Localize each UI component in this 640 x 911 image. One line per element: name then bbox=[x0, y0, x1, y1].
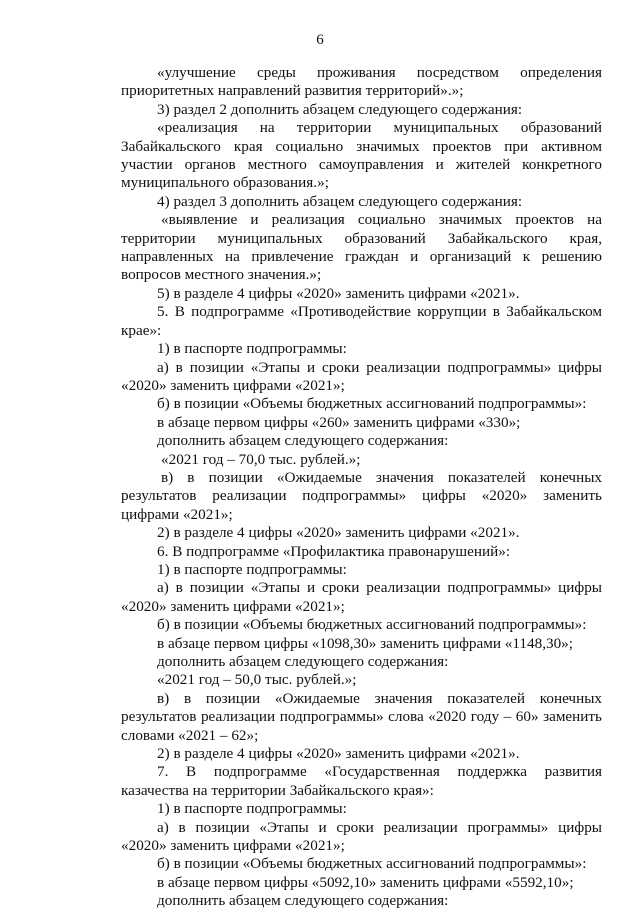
paragraph: «выявление и реализация социально значимых проектов на территории муниципальных образований Забайкальского края, направленных на привлечение граждан и организаций к решению вопросов местного значения.»; bbox=[121, 211, 602, 284]
paragraph: б) в позиции «Объемы бюджетных ассигнований подпрограммы»: bbox=[157, 855, 587, 873]
paragraph: 5. В подпрограмме «Противодействие коррупции в Забайкальском крае»: bbox=[121, 303, 602, 339]
paragraph: в абзаце первом цифры «5092,10» заменить цифрами «5592,10»; bbox=[157, 873, 574, 891]
paragraph: 1) в паспорте подпрограммы: bbox=[157, 800, 347, 818]
paragraph: «2021 год – 50,0 тыс. рублей.»; bbox=[157, 671, 357, 689]
paragraph: 6. В подпрограмме «Профилактика правонарушений»: bbox=[157, 542, 511, 560]
paragraph: 1) в паспорте подпрограммы: bbox=[157, 560, 347, 578]
paragraph: дополнить абзацем следующего содержания: bbox=[157, 892, 449, 910]
paragraph: 5) в разделе 4 цифры «2020» заменить цифрами «2021». bbox=[157, 284, 520, 302]
paragraph: в) в позиции «Ожидаемые значения показателей конечных результатов реализации подпрограммы» слова «2020 году – 60» заменить словами «2021 – 62»; bbox=[121, 689, 602, 744]
paragraph: 4) раздел 3 дополнить абзацем следующего содержания: bbox=[157, 192, 523, 210]
page-number: 6 bbox=[316, 32, 324, 48]
paragraph: в абзаце первом цифры «260» заменить цифрами «330»; bbox=[157, 413, 521, 431]
paragraph: 1) в паспорте подпрограммы: bbox=[157, 340, 347, 358]
paragraph: 2) в разделе 4 цифры «2020» заменить цифрами «2021». bbox=[157, 524, 520, 542]
paragraph: б) в позиции «Объемы бюджетных ассигнований подпрограммы»: bbox=[157, 395, 587, 413]
paragraph: 2) в разделе 4 цифры «2020» заменить цифрами «2021». bbox=[157, 745, 520, 763]
paragraph: «улучшение среды проживания посредством определения приоритетных направлений развития территорий».»; bbox=[121, 64, 602, 100]
paragraph: 7. В подпрограмме «Государственная поддержка развития казачества на территории Забайкальского края»: bbox=[121, 763, 602, 799]
paragraph: а) в позиции «Этапы и сроки реализации подпрограммы» цифры «2020» заменить цифрами «2021»; bbox=[121, 579, 602, 615]
document-body bbox=[121, 64, 602, 911]
paragraph: в) в позиции «Ожидаемые значения показателей конечных результатов реализации подпрограммы» цифры «2020» заменить цифрами «2021»; bbox=[121, 468, 602, 523]
paragraph: 3) раздел 2 дополнить абзацем следующего содержания: bbox=[157, 100, 523, 118]
paragraph: б) в позиции «Объемы бюджетных ассигнований подпрограммы»: bbox=[157, 616, 587, 634]
paragraph: «реализация на территории муниципальных образований Забайкальского края социально значимых проектов при активном участии органов местного самоуправления и жителей конкретного муниципального образования.»; bbox=[121, 119, 602, 192]
paragraph: а) в позиции «Этапы и сроки реализации подпрограммы» цифры «2020» заменить цифрами «2021»; bbox=[121, 358, 602, 394]
paragraph: в абзаце первом цифры «1098,30» заменить цифрами «1148,30»; bbox=[157, 634, 573, 652]
paragraph: а) в позиции «Этапы и сроки реализации программы» цифры «2020» заменить цифрами «2021»; bbox=[121, 818, 602, 855]
paragraph: «2021 год – 70,0 тыс. рублей.»; bbox=[161, 450, 361, 468]
paragraph: дополнить абзацем следующего содержания: bbox=[157, 432, 449, 450]
paragraph: дополнить абзацем следующего содержания: bbox=[157, 653, 449, 670]
